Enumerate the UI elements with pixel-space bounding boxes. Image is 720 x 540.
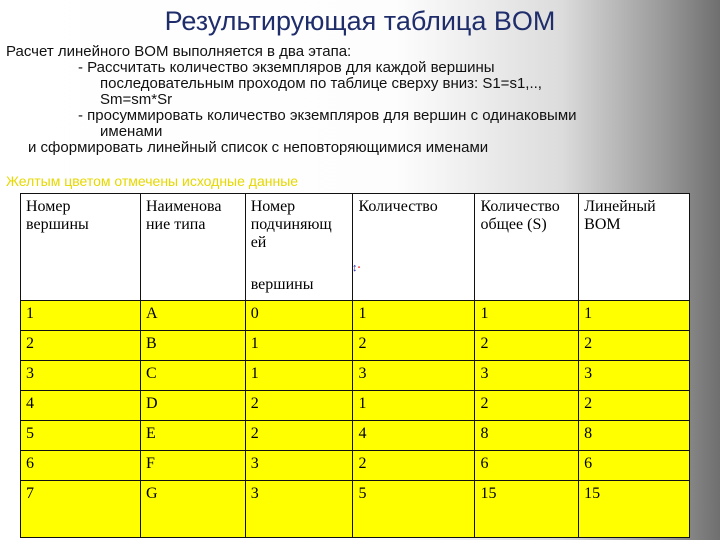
table-cell: E [140,421,245,451]
table-cell: 2 [579,331,690,361]
table-cell: 5 [21,421,141,451]
table-cell: 1 [475,301,579,331]
body-line: - Рассчитать количество экземпляров для каждой вершины [78,59,495,76]
table-row [21,391,690,421]
table-cell: 1 [245,331,353,361]
table-row [21,301,690,331]
header-cell: Линейный BOM [579,194,690,301]
slide-title: Результирующая таблица BOM [164,6,556,36]
table-cell: 2 [475,331,579,361]
table-cell: G [140,481,245,538]
table-cell: B [140,331,245,361]
table-cell: 2 [475,391,579,421]
table-cell: C [140,361,245,391]
table-cell: 2 [579,391,690,421]
header-cell: Количество общее (S) [475,194,579,301]
table-row [21,421,690,451]
table-cell: 4 [353,421,475,451]
body-line: последовательным проходом по таблице сверху вниз: S1=s1,.., [100,75,542,92]
table-cell: 7 [21,481,141,538]
table-cell: 15 [579,481,690,538]
table-cell: 1 [353,301,475,331]
table-cell: 0 [245,301,353,331]
table-cell: 6 [21,451,141,481]
table-cell: 5 [353,481,475,538]
body-line: - просуммировать количество экземпляров для вершин с одинаковыми [78,107,577,124]
table-cell: 4 [21,391,141,421]
table-header-row [21,194,690,301]
yellow-note: Желтым цветом отмечены исходные данные [6,173,299,189]
table-cell: 1 [245,361,353,391]
table-cell: 2 [245,391,353,421]
table-cell: 8 [475,421,579,451]
table-cell: 8 [579,421,690,451]
header-cell-subtext: вершины [250,276,314,293]
table-cell: 2 [353,451,475,481]
header-cell [245,194,353,301]
table-cell: D [140,391,245,421]
table-cell: 1 [21,301,141,331]
table-cell: 3 [475,361,579,391]
table-row [21,481,690,538]
table-cell: 3 [21,361,141,391]
table-cell: 2 [245,421,353,451]
table-cell: 15 [475,481,579,538]
table-cell: 1 [353,391,475,421]
table-cell: A [140,301,245,331]
table-row [21,451,690,481]
slide-body [6,44,706,156]
bom-table [20,193,690,538]
table-cell: 3 [245,451,353,481]
table-cell: 1 [579,301,690,331]
table-cell: 2 [21,331,141,361]
header-cell: Номер вершины [21,194,141,301]
table-row [21,361,690,391]
table-cell: 3 [353,361,475,391]
body-line: и сформировать линейный список с неповторяющимися именами [28,139,489,156]
header-cell-text: Номер подчиняющ ей [250,198,332,251]
header-cell: Наименова ние типа [140,194,245,301]
table-cell: 3 [245,481,353,538]
table-cell: 6 [475,451,579,481]
table-row [21,331,690,361]
table-cell: 3 [579,361,690,391]
table-cell: 2 [353,331,475,361]
body-line: Расчет линейного BOM выполняется в два этапа: [6,43,352,60]
table-cell: F [140,451,245,481]
resize-handle-icon[interactable]: ↕· [352,262,362,274]
body-line: Sm=sm*Sr [100,91,173,108]
header-cell: Количество [353,194,475,301]
table-cell: 6 [579,451,690,481]
body-line: именами [100,123,163,140]
